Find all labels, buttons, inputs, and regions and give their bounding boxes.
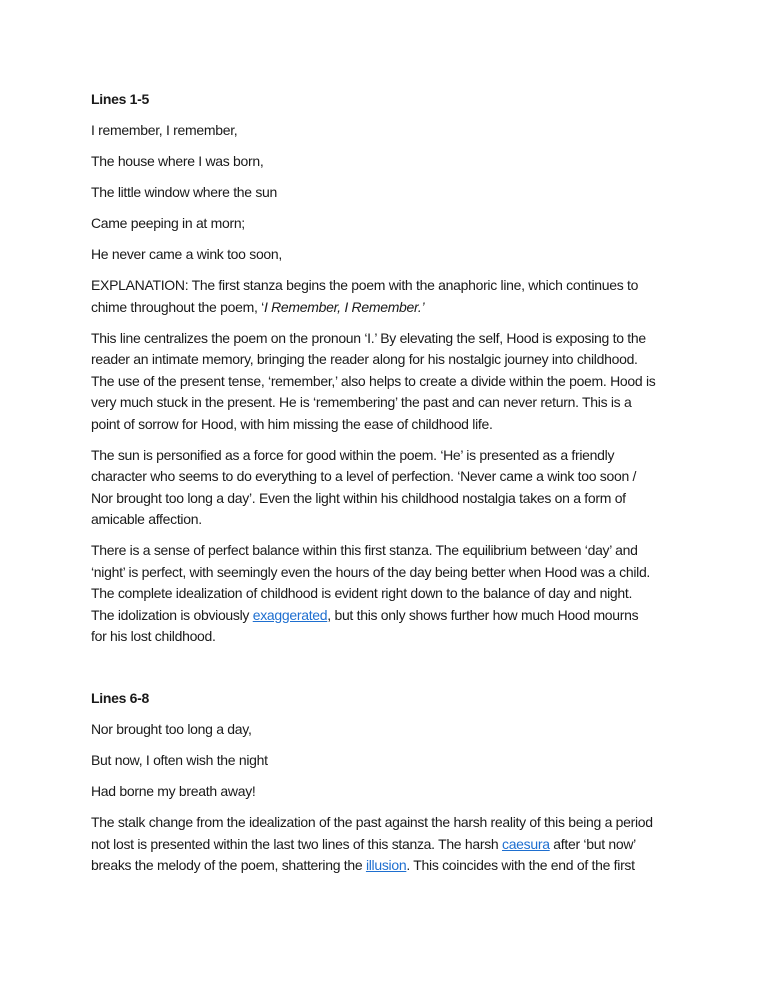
body-paragraph — [91, 328, 691, 436]
section-heading: Lines 6-8 — [91, 690, 149, 706]
text-line — [91, 834, 691, 856]
text-line: This line centralizes the poem on the pronoun ‘I.’ By elevating the self, Hood is exposing to the — [91, 329, 646, 346]
text-span: chime throughout the poem, ‘ — [91, 298, 264, 315]
text-line — [91, 855, 691, 877]
poem-line: I remember, I remember, — [91, 122, 238, 138]
text-line: Nor brought too long a day’. Even the light within his childhood nostalgia takes on a form of — [91, 489, 626, 506]
text-line — [91, 605, 691, 627]
exaggerated-link[interactable]: exaggerated — [252, 606, 328, 623]
poem-line: The house where I was born, — [91, 153, 264, 169]
poem-line: Had borne my breath away! — [91, 783, 256, 799]
text-span: breaks the melody of the poem, shattering the — [91, 857, 366, 873]
text-line: very much stuck in the present. He is ‘remembering’ the past and can never return. This is a — [91, 394, 632, 410]
text-line: amicable affection. — [91, 511, 202, 527]
text-line: reader an intimate memory, bringing the reader along for his nostalgic journey into childhood. — [91, 351, 638, 367]
text-span: not lost is presented within the last two lines of this stanza. The harsh — [91, 835, 502, 852]
text-line: for his lost childhood. — [91, 628, 216, 644]
text-line — [91, 297, 691, 319]
text-span: The idolization is obviously — [91, 606, 253, 623]
caesura-link[interactable]: caesura — [502, 835, 550, 852]
text-line: The use of the present tense, ‘remember,’ also helps to create a divide within the poem. Hood is — [91, 372, 656, 389]
text-line: ‘night’ is perfect, with seemingly even the hours of the day being better when Hood was a child. — [91, 563, 651, 580]
poem-line: He never came a wink too soon, — [91, 246, 282, 262]
poem-line: Came peeping in at morn; — [91, 215, 245, 231]
body-paragraph — [91, 445, 691, 531]
illusion-link[interactable]: illusion — [365, 857, 407, 873]
text-line: The complete idealization of childhood is evident right down to the balance of day and night. — [91, 585, 633, 601]
body-paragraph — [91, 540, 691, 648]
text-line: The stalk change from the idealization of the past against the harsh reality of this being a period — [91, 814, 653, 830]
italic-quote: I Remember, I Remember.’ — [263, 298, 425, 315]
text-line: EXPLANATION: The first stanza begins the poem with the anaphoric line, which continues to — [91, 277, 639, 293]
document-page — [91, 89, 691, 886]
text-line: point of sorrow for Hood, with him missing the ease of childhood life. — [91, 415, 493, 432]
text-line: There is a sense of perfect balance within this first stanza. The equilibrium between ‘day’ and — [91, 542, 638, 558]
empty-paragraph — [91, 657, 691, 679]
text-span: . This coincides with the end of the first — [406, 857, 635, 873]
text-span: after ‘but now’ — [549, 835, 636, 852]
text-span: , but this only shows further how much Hood mourns — [327, 606, 639, 623]
poem-line: But now, I often wish the night — [91, 752, 268, 768]
body-paragraph — [91, 812, 691, 877]
explanation-paragraph — [91, 275, 691, 318]
poem-line: The little window where the sun — [91, 184, 278, 200]
poem-line: Nor brought too long a day, — [91, 721, 252, 737]
text-line: character who seems to do everything to a level of perfection. ‘Never came a wink too soon / — [91, 468, 637, 484]
section-heading: Lines 1-5 — [91, 91, 149, 107]
text-line: The sun is personified as a force for good within the poem. ‘He’ is presented as a friendly — [91, 446, 615, 463]
